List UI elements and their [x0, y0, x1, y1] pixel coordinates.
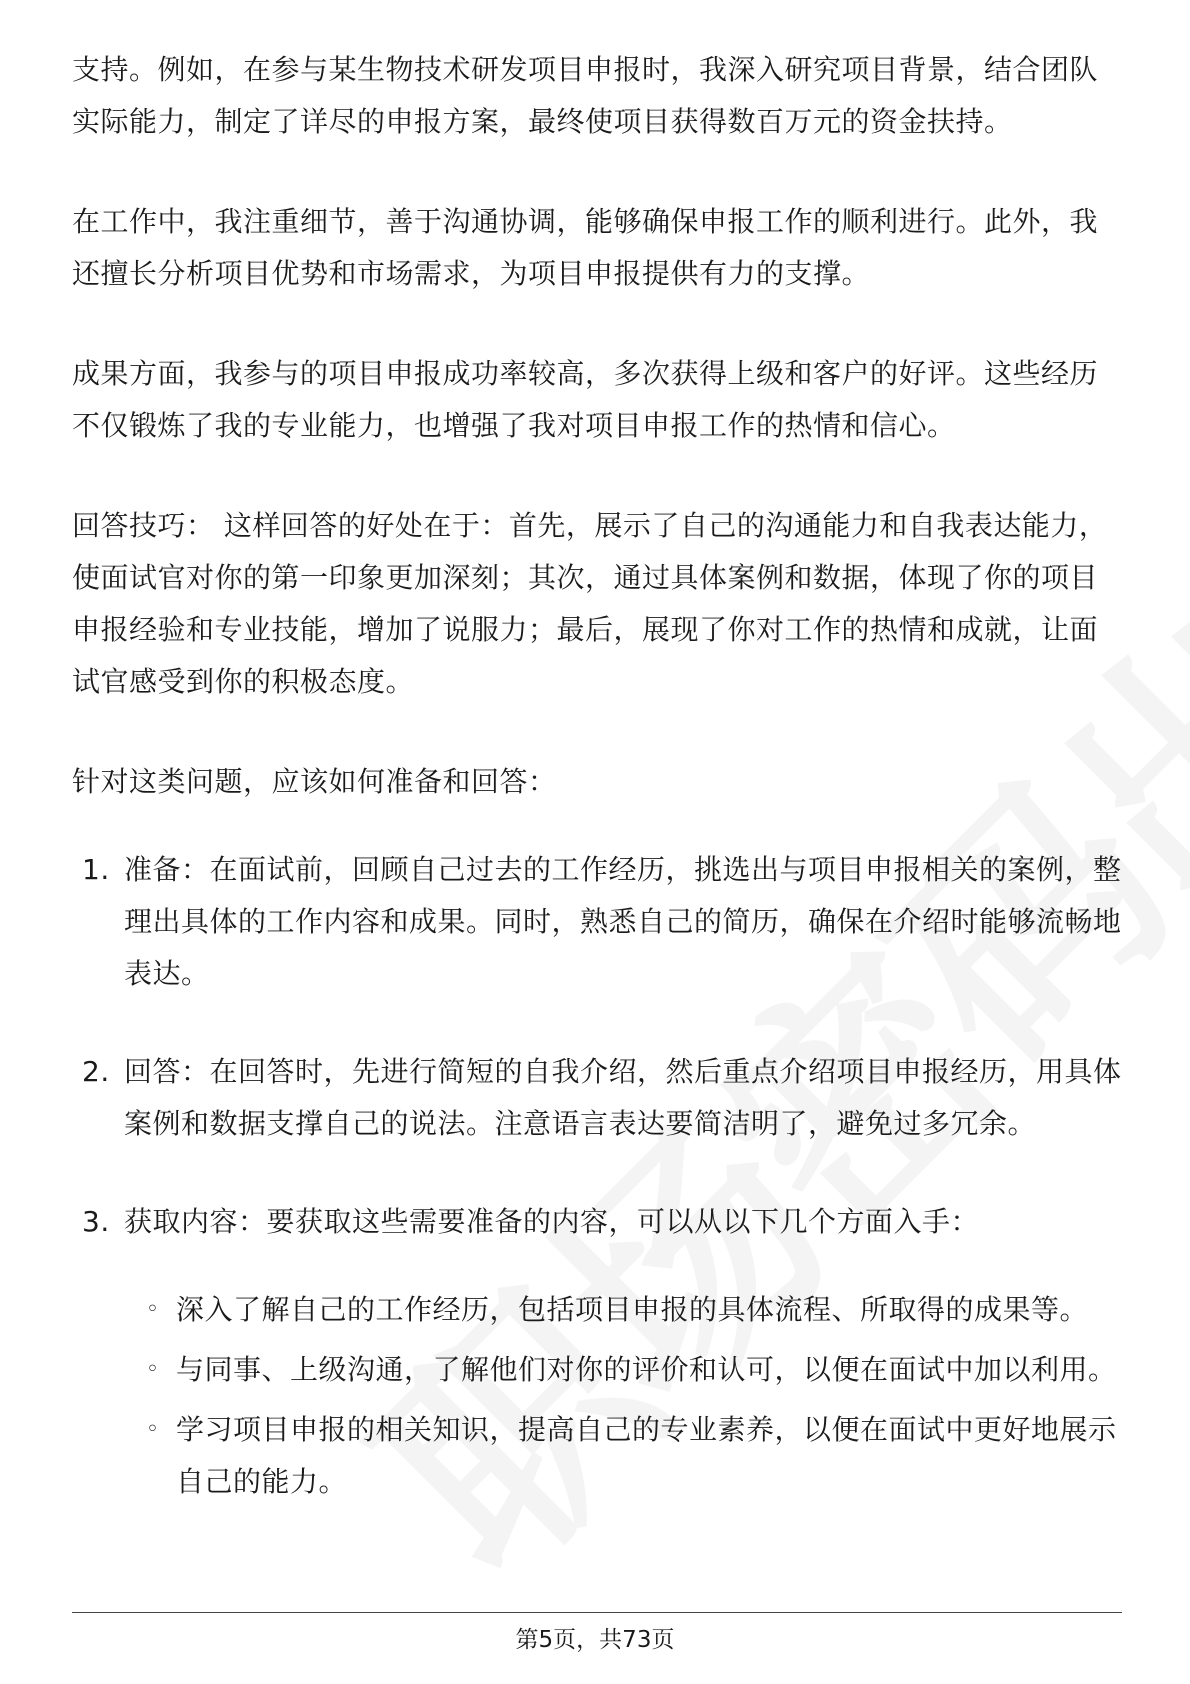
- bullet-sublist: [124, 1284, 1122, 1508]
- paragraph-answer-tips: 回答技巧： 这样回答的好处在于：首先，展示了自己的沟通能力和自我表达能力，使面试官对你的第一印象更加深刻；其次，通过具体案例和数据，体现了你的项目申报经验和专业技能，增加了说服力；最后，展现了你对工作的热情和成就，让面试官感受到你的积极态度。: [72, 509, 1108, 698]
- document-body: [72, 44, 1122, 1554]
- list-number: 3.: [82, 1205, 110, 1238]
- footer-divider: [72, 1612, 1122, 1613]
- sublist-item: [124, 1344, 1122, 1396]
- list-item: [72, 844, 1122, 1000]
- circle-bullet-icon: ◦: [146, 1417, 160, 1442]
- sublist-item: [124, 1284, 1122, 1336]
- sublist-item-text: 学习项目申报的相关知识，提高自己的专业素养，以便在面试中更好地展示自己的能力。: [176, 1413, 1117, 1498]
- sublist-item-text: 与同事、上级沟通，了解他们对你的评价和认可，以便在面试中加以利用。: [176, 1353, 1117, 1386]
- list-item-text: 准备：在面试前，回顾自己过去的工作经历，挑选出与项目申报相关的案例，整理出具体的工作内容和成果。同时，熟悉自己的简历，确保在介绍时能够流畅地表达。: [124, 853, 1122, 990]
- list-item-text: 回答：在回答时，先进行简短的自我介绍，然后重点介绍项目申报经历，用具体案例和数据支撑自己的说法。注意语言表达要简洁明了，避免过多冗余。: [124, 1055, 1122, 1140]
- numbered-list: [72, 844, 1122, 1508]
- circle-bullet-icon: ◦: [146, 1357, 160, 1382]
- page-number: 第5页，共73页: [515, 1627, 675, 1653]
- paragraph-question-intro: 针对这类问题，应该如何准备和回答：: [72, 765, 557, 798]
- sublist-item: [124, 1404, 1122, 1508]
- paragraph-2: 在工作中，我注重细节，善于沟通协调，能够确保申报工作的顺利进行。此外，我还擅长分析项目优势和市场需求，为项目申报提供有力的支撑。: [72, 205, 1099, 290]
- list-item-text: 获取内容：要获取这些需要准备的内容，可以从以下几个方面入手：: [124, 1205, 980, 1238]
- list-item: [72, 1196, 1122, 1508]
- paragraph-3: 成果方面，我参与的项目申报成功率较高，多次获得上级和客户的好评。这些经历不仅锻炼了我的专业能力，也增强了我对项目申报工作的热情和信心。: [72, 357, 1099, 442]
- list-item: [72, 1046, 1122, 1150]
- circle-bullet-icon: ◦: [146, 1297, 160, 1322]
- paragraph-1: 支持。例如，在参与某生物技术研发项目申报时，我深入研究项目背景，结合团队实际能力，制定了详尽的申报方案，最终使项目获得数百万元的资金扶持。: [72, 53, 1099, 138]
- list-number: 2.: [82, 1055, 110, 1088]
- sublist-item-text: 深入了解自己的工作经历，包括项目申报的具体流程、所取得的成果等。: [176, 1293, 1089, 1326]
- list-number: 1.: [82, 853, 110, 886]
